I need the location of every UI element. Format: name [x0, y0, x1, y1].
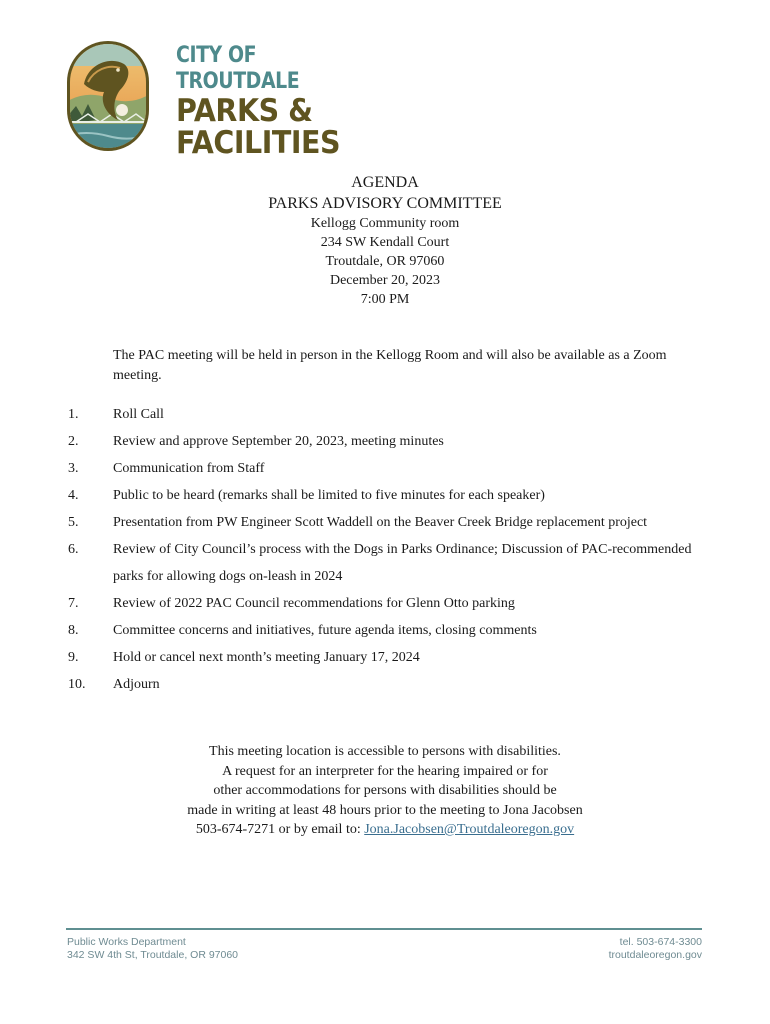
logo-city-name: CITY OF TROUTDALE	[176, 43, 300, 94]
accessibility-line: A request for an interpreter for the hearing impaired or for	[222, 763, 548, 779]
agenda-item-number: 7.	[68, 596, 79, 611]
agenda-item-text: Review and approve September 20, 2023, meeting minutes	[113, 434, 444, 449]
meeting-city: Troutdale, OR 97060	[325, 254, 445, 269]
agenda-item-text: Review of City Council’s process with the Dogs in Parks Ordinance; Discussion of PAC-recommended parks for allowing dogs on-leash in 2024	[113, 542, 692, 584]
agenda-items-list	[68, 401, 708, 698]
agenda-item	[68, 401, 708, 428]
footer-divider	[66, 928, 702, 930]
agenda-title: AGENDA	[351, 174, 419, 191]
footer-website-link[interactable]: troutdaleoregon.gov	[608, 949, 702, 961]
meeting-time: 7:00 PM	[360, 292, 410, 307]
agenda-item-text: Hold or cancel next month’s meeting January 17, 2024	[113, 650, 420, 665]
city-logo	[66, 40, 366, 161]
agenda-item-text: Communication from Staff	[113, 461, 265, 476]
logo-parks: PARKS &	[176, 93, 313, 129]
agenda-item-text: Adjourn	[113, 677, 160, 692]
agenda-item	[68, 509, 708, 536]
agenda-item-number: 1.	[68, 407, 79, 422]
contact-phone-text: 503-674-7271 or by email to:	[195, 822, 365, 837]
agenda-item	[68, 428, 708, 455]
agenda-item	[68, 644, 708, 671]
footer-dept-name: Public Works Department	[67, 936, 186, 948]
agenda-item	[68, 536, 708, 590]
footer-department	[67, 936, 238, 962]
meeting-street: 234 SW Kendall Court	[320, 235, 450, 250]
agenda-item-text: Roll Call	[113, 407, 164, 422]
agenda-item-text: Presentation from PW Engineer Scott Waddell on the Beaver Creek Bridge replacement project	[113, 515, 648, 530]
agenda-item	[68, 617, 708, 644]
footer-address: 342 SW 4th St, Troutdale, OR 97060	[67, 949, 239, 961]
agenda-item-text: Committee concerns and initiatives, future agenda items, closing comments	[113, 623, 537, 638]
accessibility-line: other accommodations for persons with disabilities should be	[213, 783, 557, 798]
agenda-item-number: 2.	[68, 434, 79, 449]
accessibility-line: made in writing at least 48 hours prior to the meeting to Jona Jacobsen	[187, 802, 583, 818]
accessibility-contact-line	[0, 820, 770, 840]
footer-phone: tel. 503-674-3300	[619, 936, 702, 948]
agenda-item-number: 5.	[68, 515, 79, 530]
agenda-item	[68, 590, 708, 617]
agenda-item-number: 6.	[68, 542, 79, 557]
agenda-item	[68, 482, 708, 509]
agenda-item-number: 3.	[68, 461, 79, 476]
agenda-item-number: 4.	[68, 488, 79, 503]
meeting-location: Kellogg Community room	[310, 216, 460, 231]
email-link[interactable]: Jona.Jacobsen@Troutdaleoregon.gov	[364, 822, 575, 837]
accessibility-notice	[0, 742, 770, 840]
agenda-item-number: 9.	[68, 650, 79, 665]
agenda-item-text: Review of 2022 PAC Council recommendations for Glenn Otto parking	[113, 596, 515, 611]
agenda-item-number: 10.	[68, 677, 86, 692]
intro-paragraph: The PAC meeting will be held in person in the Kellogg Room and will also be available as a Zoom meeting.	[113, 348, 667, 383]
agenda-item-number: 8.	[68, 623, 79, 638]
meeting-date: December 20, 2023	[329, 273, 441, 288]
footer-contact	[609, 936, 702, 962]
agenda-header	[0, 173, 770, 309]
committee-name: PARKS ADVISORY COMMITTEE	[268, 195, 502, 212]
agenda-item	[68, 671, 708, 698]
agenda-item	[68, 455, 708, 482]
trout-river-bridge-badge-icon	[66, 40, 150, 152]
agenda-item-text: Public to be heard (remarks shall be limited to five minutes for each speaker)	[113, 488, 545, 503]
accessibility-line: This meeting location is accessible to persons with disabilities.	[209, 744, 561, 759]
logo-facilities: FACILITIES	[176, 125, 341, 161]
